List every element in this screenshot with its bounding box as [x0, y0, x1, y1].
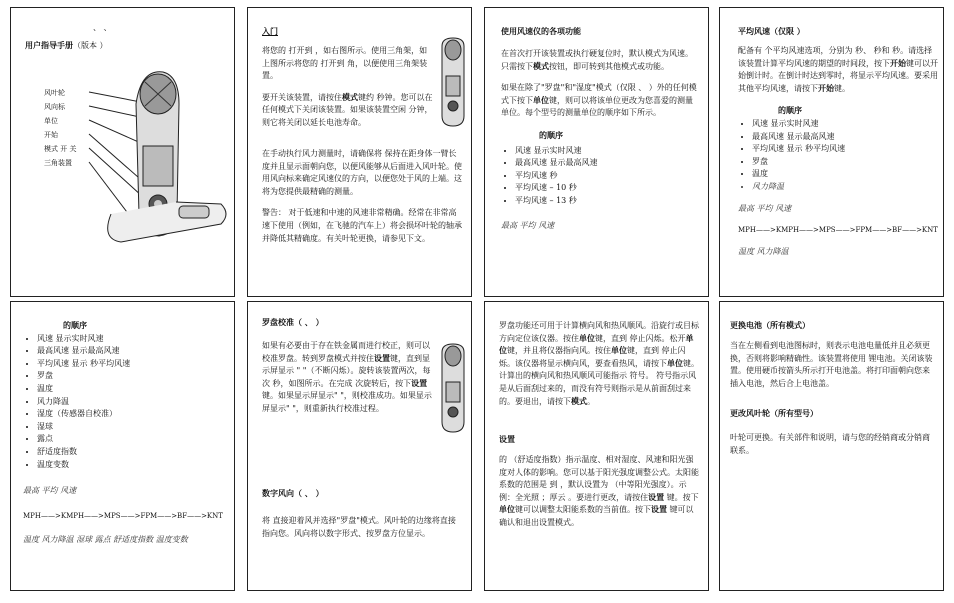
list-item: • 平均风速 秒 [515, 170, 699, 183]
panel-crosswind-setup [484, 301, 709, 591]
setup-text [499, 454, 699, 530]
list-item: • 平均风速 – 10 秒 [515, 182, 699, 195]
seq-footer-1: 最高 平均 风速 [23, 486, 77, 496]
setup-para: 的 （舒适度指数）指示温度、相对湿度、风速和阳光强度对人体的影响。您可以基于阳光强度调整公式。太阳能系数的范围是 到 ，默认设置为 （中等阳光强度）。示例：全光照 ；厚云 。要进行更改，请按住设置 键。按下单位键可以调整太阳能系数的当前值。按下设置 键可以确认和退出设置模式。 [499, 455, 699, 527]
label-vane: 风向标 [44, 103, 65, 111]
battery-text [730, 340, 935, 390]
seq-list [23, 333, 223, 472]
avg-units-sequence: MPH——>KMPH——>MPS——>FPM——>BF——>KNT [738, 226, 938, 235]
panel-getting-started [247, 7, 472, 297]
anemometer-device-side-icon [438, 342, 468, 434]
fn-para-2: 如果在除了"罗盘"和"湿度"模式（仅限 、 ）外的任何模式下按下单位键，则可以将该单位更改为您喜爱的测量单位。每个型号的测量单位的顺序如下所示。 [501, 83, 697, 118]
heading-functions: 使用风速仪的各项功能 [501, 27, 581, 36]
label-tripod: 三角装置 [44, 159, 72, 167]
digital-direction-text [262, 515, 462, 540]
anemometer-device-side-icon [438, 36, 468, 128]
cover-dots: 、 、 [93, 23, 112, 32]
fn-list [501, 145, 699, 208]
panel-cover [10, 7, 235, 297]
battery-para: 当在左侧看到电池图标时，则表示电池电量低并且必须更换，否则将影响精确性。该装置将使用 锂电池。关闭该装置。使用硬币按箭头所示打开电池盖。将打印面朝向您来插入电池，然后合上电池盖。 [730, 341, 933, 388]
cover-title-line [25, 40, 108, 53]
crosswind-para: 罗盘功能还可用于计算横向风和热风顺风。沿旋行或目标方向定位该仪器。按住单位键，直到 停止闪烁。松开单位键，并且将仪器指向风。按住单位键，直到 停止闪烁。该仪器将显示横向风，要查看热风，请按下单位键。计算出的横向风和热风顺风可能指示 符号。 符号指示风是从后面刮过来的，而没有符号则指示是从前面刮过来的。要退出，请按下模式。 [499, 321, 699, 406]
label-start: 开始 [44, 131, 58, 139]
fn-para-1: 在首次打开该装置或执行硬复位时，默认模式为风速。只需按下模式按钮，即可转到其他模式或功能。 [501, 49, 693, 71]
list-item: • 罗盘 [37, 370, 223, 383]
list-item: • 风速 显示实时风速 [752, 118, 938, 131]
panel-maintenance [719, 301, 944, 591]
list-item: • 最高风速 显示最高风速 [37, 345, 223, 358]
seq-units-sequence: MPH——>KMPH——>MPS——>FPM——>BF——>KNT [23, 511, 223, 520]
list-item: • 风速 显示实时风速 [515, 145, 699, 158]
panel-mode-sequence [10, 301, 235, 591]
avg-para-1: 配备有 个平均风速选项，分别为 秒、 秒和 秒。请选择该装置计算平均风速的期望的时间段，按下开始键可以开始倒计时。在倒计时达到零时，将显示平均风速。要采用其他平均风速，请按下开始键。 [738, 46, 938, 93]
list-item: • 温度变数 [37, 459, 223, 472]
list-item: • 风力降温 [752, 181, 938, 194]
device-labels [44, 86, 76, 170]
seq-list-title: 的顺序 [63, 321, 87, 330]
manual-version: （版本 ） [73, 41, 108, 50]
heading-getting-started: 入门 [262, 27, 278, 36]
panel-compass [247, 301, 472, 591]
heading-compass-calibration: 罗盘校准（ 、 ） [262, 318, 324, 327]
list-item: • 最高风速 显示最高风速 [752, 131, 938, 144]
mode-sequence-text [23, 320, 223, 547]
gs-para-3: 在手动执行风力测量时，请确保将 保持在距身体一臂长度并且显示面朝向您，以便风能够从后面进入风叶轮。使用风向标来确定风速仪的方向，以便您处于风的上端。这将为您提供最精确的测量。 [262, 149, 462, 196]
list-item: • 罗盘 [752, 156, 938, 169]
list-item: • 最高风速 显示最高风速 [515, 157, 699, 170]
avg-footer-1: 最高 平均 风速 [738, 203, 792, 213]
compass-para-1: 如果有必要由于存在铁金属而进行校正，则可以校准罗盘。转到罗盘模式并按住设置键，直到显示屏显示 " "（不断闪烁）。旋转该装置两次，每次 秒，如图所示。在完成 次旋转后，按下设置键。如果显示屏显示" "，则校准成功。如果显示屏显示" "，则重新执行校准过程。 [262, 341, 432, 413]
gs-para-1: 将您的 打开到 ，如右图所示。使用三角架，如上图所示将您的 打开到 角，以便使用三角架装置。 [262, 46, 428, 81]
crosswind-text [499, 320, 699, 408]
label-unit: 单位 [44, 117, 58, 125]
heading-setup: 设置 [499, 435, 515, 444]
list-item: • 风力降温 [37, 396, 223, 409]
seq-footer-2: 温度 风力降温 湿球 露点 舒适度指数 温度变数 [23, 535, 188, 545]
functions-text [501, 48, 699, 232]
list-item: • 舒适度指数 [37, 446, 223, 459]
avg-list-title: 的顺序 [778, 106, 802, 116]
panel-average-speed [719, 7, 944, 297]
list-item: • 露点 [37, 433, 223, 446]
direction-para: 将 直接迎着风并选择"罗盘"模式。风叶轮的边缘将直接指向您。风向将以数字形式、按罗盘方位显示。 [262, 516, 456, 538]
gs-para-2: 要开关该装置，请按住模式键约 秒钟。您可以在任何模式下关闭该装置。如果该装置空闲 分钟，则它将关闭以延长电池寿命。 [262, 92, 433, 127]
heading-replace-impeller: 更改风叶轮（所有型号） [730, 409, 818, 418]
heading-average-speed: 平均风速（仅限 ） [738, 27, 805, 36]
compass-text [262, 340, 436, 416]
average-speed-text [738, 45, 938, 258]
fn-list-title: 的顺序 [539, 130, 563, 140]
list-item: • 平均风速 显示 秒平均风速 [752, 143, 938, 156]
heading-replace-battery: 更换电池（所有模式） [730, 321, 810, 330]
fn-footer: 最高 平均 风速 [501, 220, 555, 230]
panel-functions [484, 7, 709, 297]
list-item: • 风速 显示实时风速 [37, 333, 223, 346]
list-item: • 湿度（传感器自校准） [37, 408, 223, 421]
gs-para-4-warning: 警告： 对于低速和中速的风速非常精确。经常在非常高速下使用（例如，在飞驰的汽车上）将会损坏叶轮的轴承并降低其精确度。有关叶轮更换，请参见下文。 [262, 208, 462, 243]
label-impeller: 风叶轮 [44, 89, 65, 97]
heading-digital-direction: 数字风向（ 、 ） [262, 489, 324, 498]
list-item: • 温度 [37, 383, 223, 396]
avg-footer-2: 温度 风力降温 [738, 246, 789, 256]
getting-started-text [262, 45, 434, 130]
list-item: • 平均风速 – 13 秒 [515, 195, 699, 208]
anemometer-device-front-icon [81, 64, 231, 244]
manual-title: 用户指导手册 [25, 41, 73, 50]
gs-text-lower [262, 148, 462, 245]
impeller-para: 叶轮可更换。有关部件和说明，请与您的经销商或分销商联系。 [730, 433, 930, 455]
list-item: • 平均风速 显示 秒平均风速 [37, 358, 223, 371]
list-item: • 湿球 [37, 421, 223, 434]
label-mode: 模式 开 关 [44, 145, 77, 153]
list-item: • 温度 [752, 168, 938, 181]
impeller-text [730, 432, 935, 457]
avg-list [738, 118, 938, 194]
